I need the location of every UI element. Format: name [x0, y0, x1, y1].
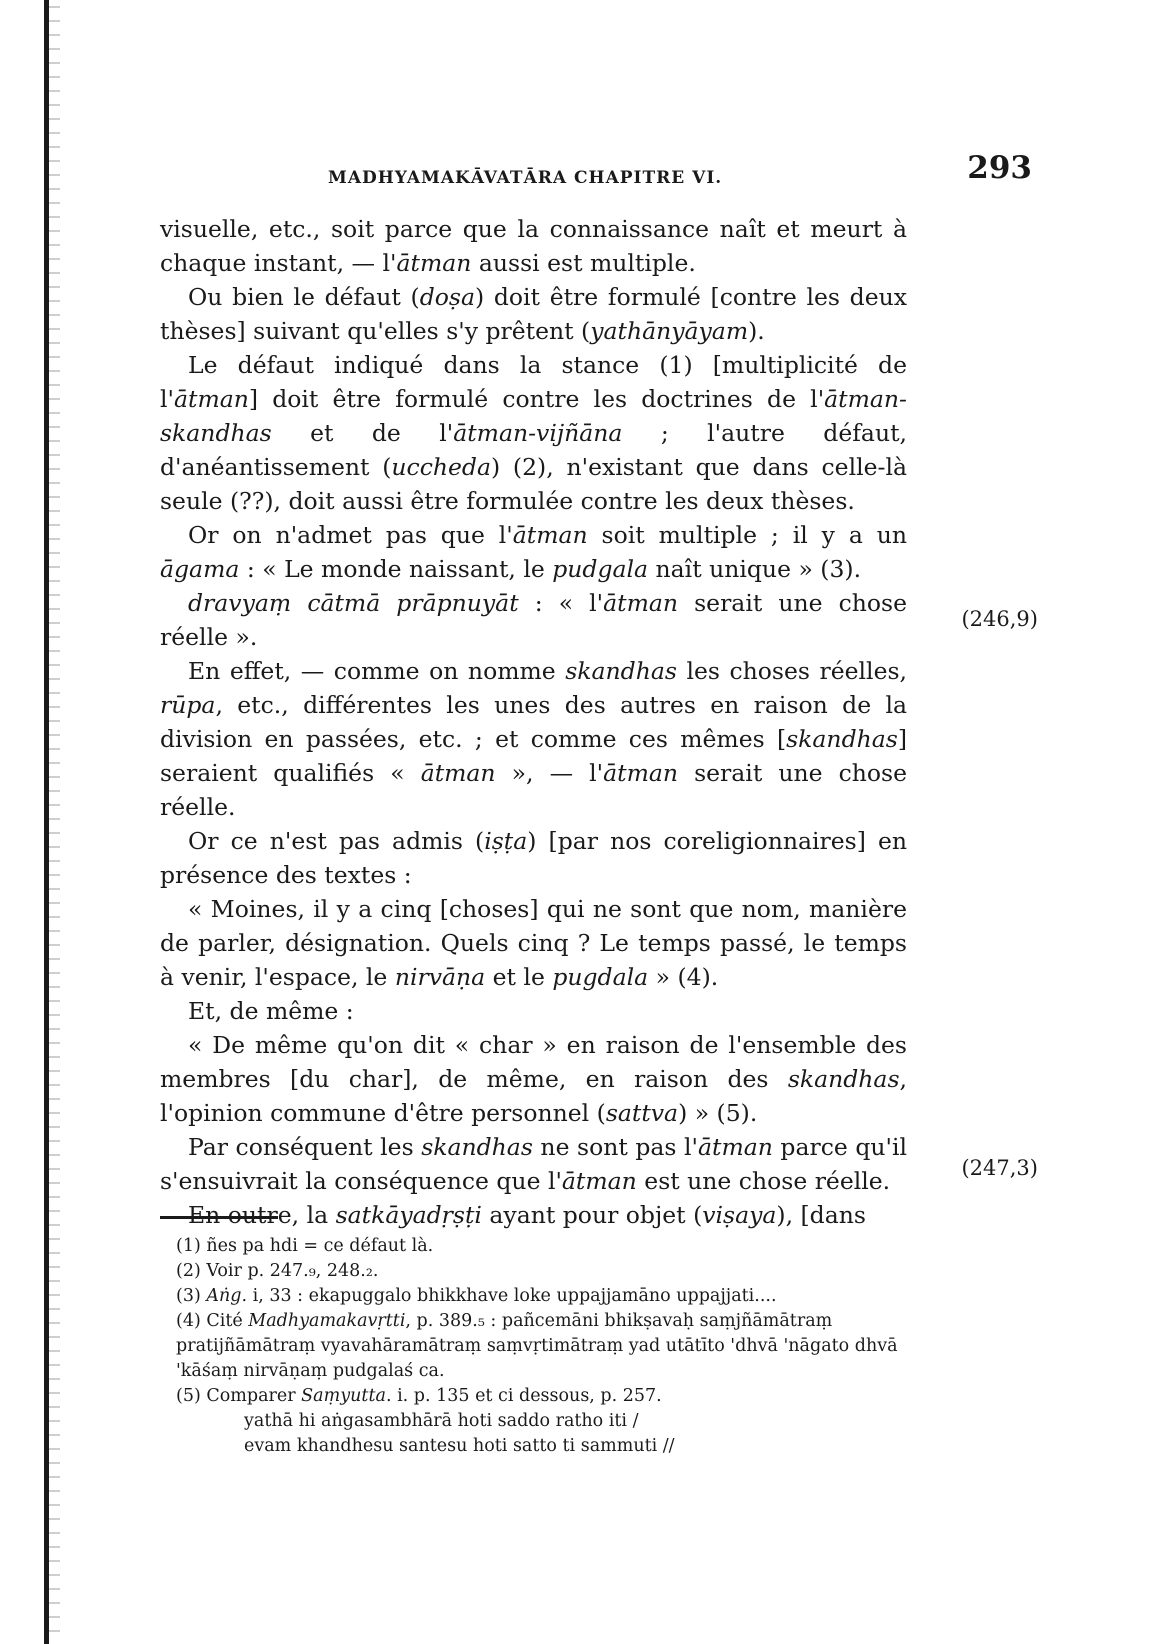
- paragraph: visuelle, etc., soit parce que la connaissance naît et meurt à chaque instant, — l'ātman aussi est multiple.: [160, 215, 907, 277]
- quotation: « De même qu'on dit « char » en raison de l'ensemble des membres [du char], de même, en raison des skandhas, l'opinion commune d'être personnel (sattva) » (5).: [160, 1031, 907, 1127]
- verse-line: evam khandhesu santesu hoti satto ti sammuti //: [244, 1436, 675, 1456]
- footnote: (5) Comparer Saṃyutta. i. p. 135 et ci dessous, p. 257.: [176, 1386, 662, 1406]
- paragraph: En outre, la satkāyadṛṣṭi ayant pour objet (viṣaya), [dans: [188, 1201, 866, 1229]
- book-binding-edge: [44, 0, 60, 1644]
- footnote: (1) ñes pa hdi = ce défaut là.: [176, 1236, 434, 1256]
- footnote: (3) Aṅg. i, 33 : ekapuggalo bhikkhave loke uppajjamāno uppajjati....: [176, 1286, 777, 1306]
- footnote: (2) Voir p. 247.₉, 248.₂.: [176, 1261, 379, 1281]
- page-header: [160, 150, 1060, 190]
- paragraph: Or ce n'est pas admis (iṣṭa) [par nos coreligionnaires] en présence des textes :: [160, 827, 907, 889]
- verse-line: yathā hi aṅgasambhārā hoti saddo ratho iti /: [244, 1411, 639, 1431]
- page-number: 293: [967, 150, 1032, 186]
- paragraph: Par conséquent les skandhas ne sont pas l'ātman parce qu'il s'ensuivrait la conséquence que l'ātman est une chose réelle.: [160, 1133, 907, 1195]
- stanza-citation: dravyaṃ cātmā prāpnuyāt : « l'ātman serait une chose réelle ».: [160, 589, 908, 651]
- quotation: « Moines, il y a cinq [choses] qui ne sont que nom, manière de parler, désignation. Quels cinq ? Le temps passé, le temps à venir, l'espace, le nirvāṇa et le pugdala » (4).: [160, 895, 907, 991]
- running-title: MADHYAMAKĀVATĀRA CHAPITRE VI.: [328, 168, 723, 188]
- paragraph: Le défaut indiqué dans la stance (1) [multiplicité de l'ātman] doit être formulé contre les doctrines de l'ātman-skandhas et de l'ātman-vijñāna ; l'autre défaut, d'anéantissement (uccheda) (2), n'existant que dans celle-là seule (??), doit aussi être formulée contre les deux thèses.: [160, 351, 907, 515]
- paragraph: Or on n'admet pas que l'ātman soit multiple ; il y a un āgama : « Le monde naissant, le pudgala naît unique » (3).: [160, 521, 908, 583]
- margin-reference: (246,9): [961, 607, 1038, 631]
- footnotes: [160, 1234, 907, 1459]
- margin-reference: (247,3): [961, 1156, 1038, 1180]
- paragraph: Ou bien le défaut (doṣa) doit être formulé [contre les deux thèses] suivant qu'elles s'y prêtent (yathānyāyam).: [160, 283, 907, 345]
- footnote-divider: [160, 1216, 278, 1219]
- footnote: (4) Cité Madhyamakavṛtti, p. 389.₅ : pañcemāni bhikṣavaḥ saṃjñāmātraṃ pratijñāmātraṃ vyavahāramātraṃ saṃvṛtimātraṃ yad utātīto 'dhvā 'nāgato dhvā 'kāśaṃ nirvāṇaṃ pudgalaś ca.: [176, 1311, 898, 1381]
- main-text: [160, 212, 907, 1232]
- paragraph: Et, de même :: [188, 997, 354, 1025]
- paragraph: En effet, — comme on nomme skandhas les choses réelles, rūpa, etc., différentes les unes des autres en raison de la division en passées, etc. ; et comme ces mêmes [skandhas] seraient qualifiés « ātman », — l'ātman serait une chose réelle.: [160, 657, 908, 821]
